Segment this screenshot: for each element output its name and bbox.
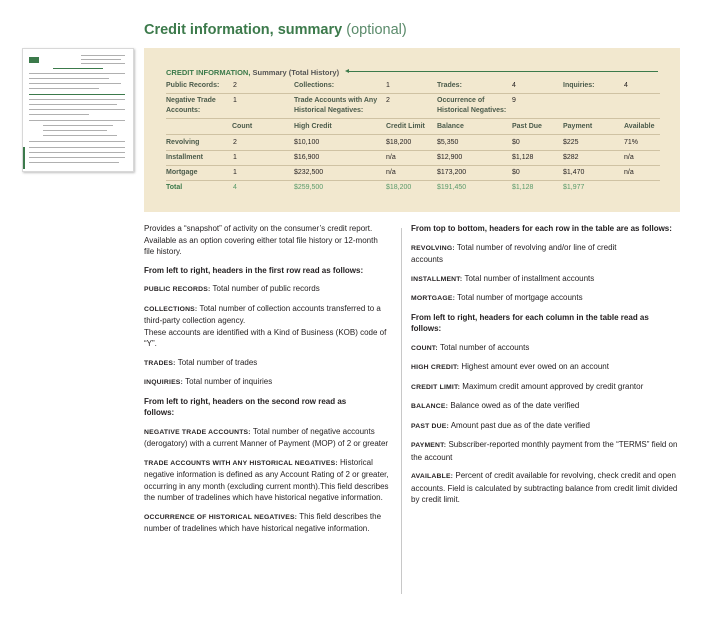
- value-trades: 4: [512, 82, 516, 89]
- definition: INQUIRIES: Total number of inquiries: [144, 377, 273, 386]
- definition: COLLECTIONS: Total number of collection accounts transferred to a third-party collection agency. These accounts are identified with a Kind of Business (KOB) code of “Y”.: [144, 303, 387, 348]
- definition: REVOLVING: Total number of revolving and/or line of credit accounts: [411, 242, 617, 264]
- section-heading: From left to right, headers in the first row read as follows:: [144, 265, 364, 275]
- label-occurrence-historical: Occurrence of Historical Negatives:: [437, 97, 507, 114]
- value-occurrence-historical: 9: [512, 97, 516, 104]
- value-public-records: 2: [233, 82, 237, 89]
- total-cell: 4: [233, 184, 237, 191]
- table-cell: 1: [233, 154, 237, 161]
- credit-summary-panel: [144, 48, 680, 212]
- value-negative-trade-accounts: 1: [233, 97, 237, 104]
- table-cell: $10,100: [294, 139, 320, 146]
- col-header: Available: [624, 123, 655, 130]
- definition: INSTALLMENT: Total number of installment accounts: [411, 273, 595, 283]
- definition: COUNT: Total number of accounts: [411, 342, 530, 352]
- right-column: [411, 223, 679, 513]
- table-cell: $18,200: [386, 139, 412, 146]
- col-header: Past Due: [512, 123, 542, 130]
- definition: PAST DUE: Amount past due as of the date verified: [411, 420, 590, 430]
- column-divider: [401, 228, 402, 594]
- panel-heading: CREDIT INFORMATION,: [166, 68, 251, 77]
- table-cell: $16,900: [294, 154, 320, 161]
- table-cell: n/a: [386, 169, 396, 176]
- total-cell: $1,977: [563, 184, 585, 191]
- divider: [166, 165, 660, 166]
- title-optional: (optional): [346, 22, 407, 38]
- col-header: Credit Limit: [386, 123, 425, 130]
- definition: MORTGAGE: Total number of mortgage accounts: [411, 293, 583, 302]
- col-header: Payment: [563, 123, 593, 130]
- row-label-total: Total: [166, 184, 183, 191]
- label-collections: Collections:: [294, 82, 335, 89]
- value-inquiries: 4: [624, 82, 628, 89]
- definition: HIGH CREDIT: Highest amount ever owed on an account: [411, 362, 609, 371]
- table-cell: 2: [233, 139, 237, 146]
- total-cell: $1,128: [512, 184, 534, 191]
- label-negative-trade-accounts: Negative Trade Accounts:: [166, 97, 216, 114]
- table-cell: $1,470: [563, 169, 585, 176]
- table-cell: $0: [512, 139, 520, 146]
- row-label-mortgage: Mortgage: [166, 169, 198, 176]
- total-cell: $191,450: [437, 184, 467, 191]
- report-thumbnail: [22, 48, 134, 172]
- definition: TRADES: Total number of trades: [144, 357, 258, 367]
- table-cell: n/a: [624, 169, 634, 176]
- definition: OCCURRENCE OF HISTORICAL NEGATIVES: This field describes the number of tradelines which have historical negative information.: [144, 511, 382, 533]
- panel-subheading: Summary (Total History): [252, 68, 340, 77]
- section-heading: From top to bottom, headers for each row in the table are as follows:: [411, 224, 672, 233]
- table-cell: $12,900: [437, 154, 463, 161]
- definition: AVAILABLE: Percent of credit available for revolving, check credit and open accounts. Field is calculated by subtracting balance from credit limit divided by credit limit.: [411, 471, 678, 504]
- divider: [166, 180, 660, 181]
- label-inquiries: Inquiries:: [563, 82, 595, 89]
- panel-title: [166, 68, 339, 77]
- definition: TRADE ACCOUNTS WITH ANY HISTORICAL NEGATIVES: Historical negative information is defined as any Account Rating of 2 or greater, occurring in any month (excluding current month).This field describes the number of tradelines which have historical negative information.: [144, 457, 389, 502]
- page-title: [144, 22, 407, 38]
- table-cell: $1,128: [512, 154, 534, 161]
- col-header: Balance: [437, 123, 464, 130]
- col-header: High Credit: [294, 123, 332, 130]
- total-cell: $259,500: [294, 184, 324, 191]
- table-cell: $282: [563, 154, 579, 161]
- table-cell: $232,500: [294, 169, 324, 176]
- table-cell: $0: [512, 169, 520, 176]
- table-cell: 71%: [624, 139, 639, 146]
- table-cell: $5,350: [437, 139, 459, 146]
- definition: BALANCE: Balance owed as of the date verified: [411, 401, 580, 410]
- table-cell: n/a: [624, 154, 634, 161]
- arrow-line: [348, 71, 658, 72]
- divider: [166, 93, 660, 94]
- definition: PUBLIC RECORDS: Total number of public records: [144, 284, 320, 293]
- definition: PAYMENT: Subscriber-reported monthly payment from the “TERMS” field on the account: [411, 440, 678, 462]
- divider: [166, 118, 660, 119]
- section-heading: From left to right, headers for each column in the table read as follows:: [411, 312, 649, 333]
- section-heading: From left to right, headers on the second row read as follows:: [144, 396, 347, 417]
- label-trade-accounts-historical: Trade Accounts with Any Historical Negatives:: [294, 97, 378, 114]
- thumbnail-tab: [22, 147, 25, 169]
- total-cell: $18,200: [386, 184, 412, 191]
- col-header: Count: [232, 123, 253, 130]
- table-cell: n/a: [386, 154, 396, 161]
- value-collections: 1: [386, 82, 390, 89]
- title-main: Credit information, summary: [144, 22, 343, 38]
- left-column: [144, 223, 389, 542]
- table-cell: $225: [563, 139, 579, 146]
- divider: [166, 150, 660, 151]
- table-cell: $173,200: [437, 169, 467, 176]
- row-label-installment: Installment: [166, 154, 203, 161]
- definition: CREDIT LIMIT: Maximum credit amount approved by credit grantor: [411, 381, 644, 391]
- definition: NEGATIVE TRADE ACCOUNTS: Total number of negative accounts (derogatory) with a current Manner of Payment (MOP) of 2 or greater: [144, 426, 389, 448]
- value-trade-accounts-historical: 2: [386, 97, 390, 104]
- label-public-records: Public Records:: [166, 82, 220, 89]
- row-label-revolving: Revolving: [166, 139, 200, 146]
- intro-text: Provides a “snapshot” of activity on the consumer’s credit report. Available as an option covering either total file history or 12-month file history.: [144, 224, 378, 256]
- table-cell: 1: [233, 169, 237, 176]
- label-trades: Trades:: [437, 82, 462, 89]
- divider: [166, 134, 660, 135]
